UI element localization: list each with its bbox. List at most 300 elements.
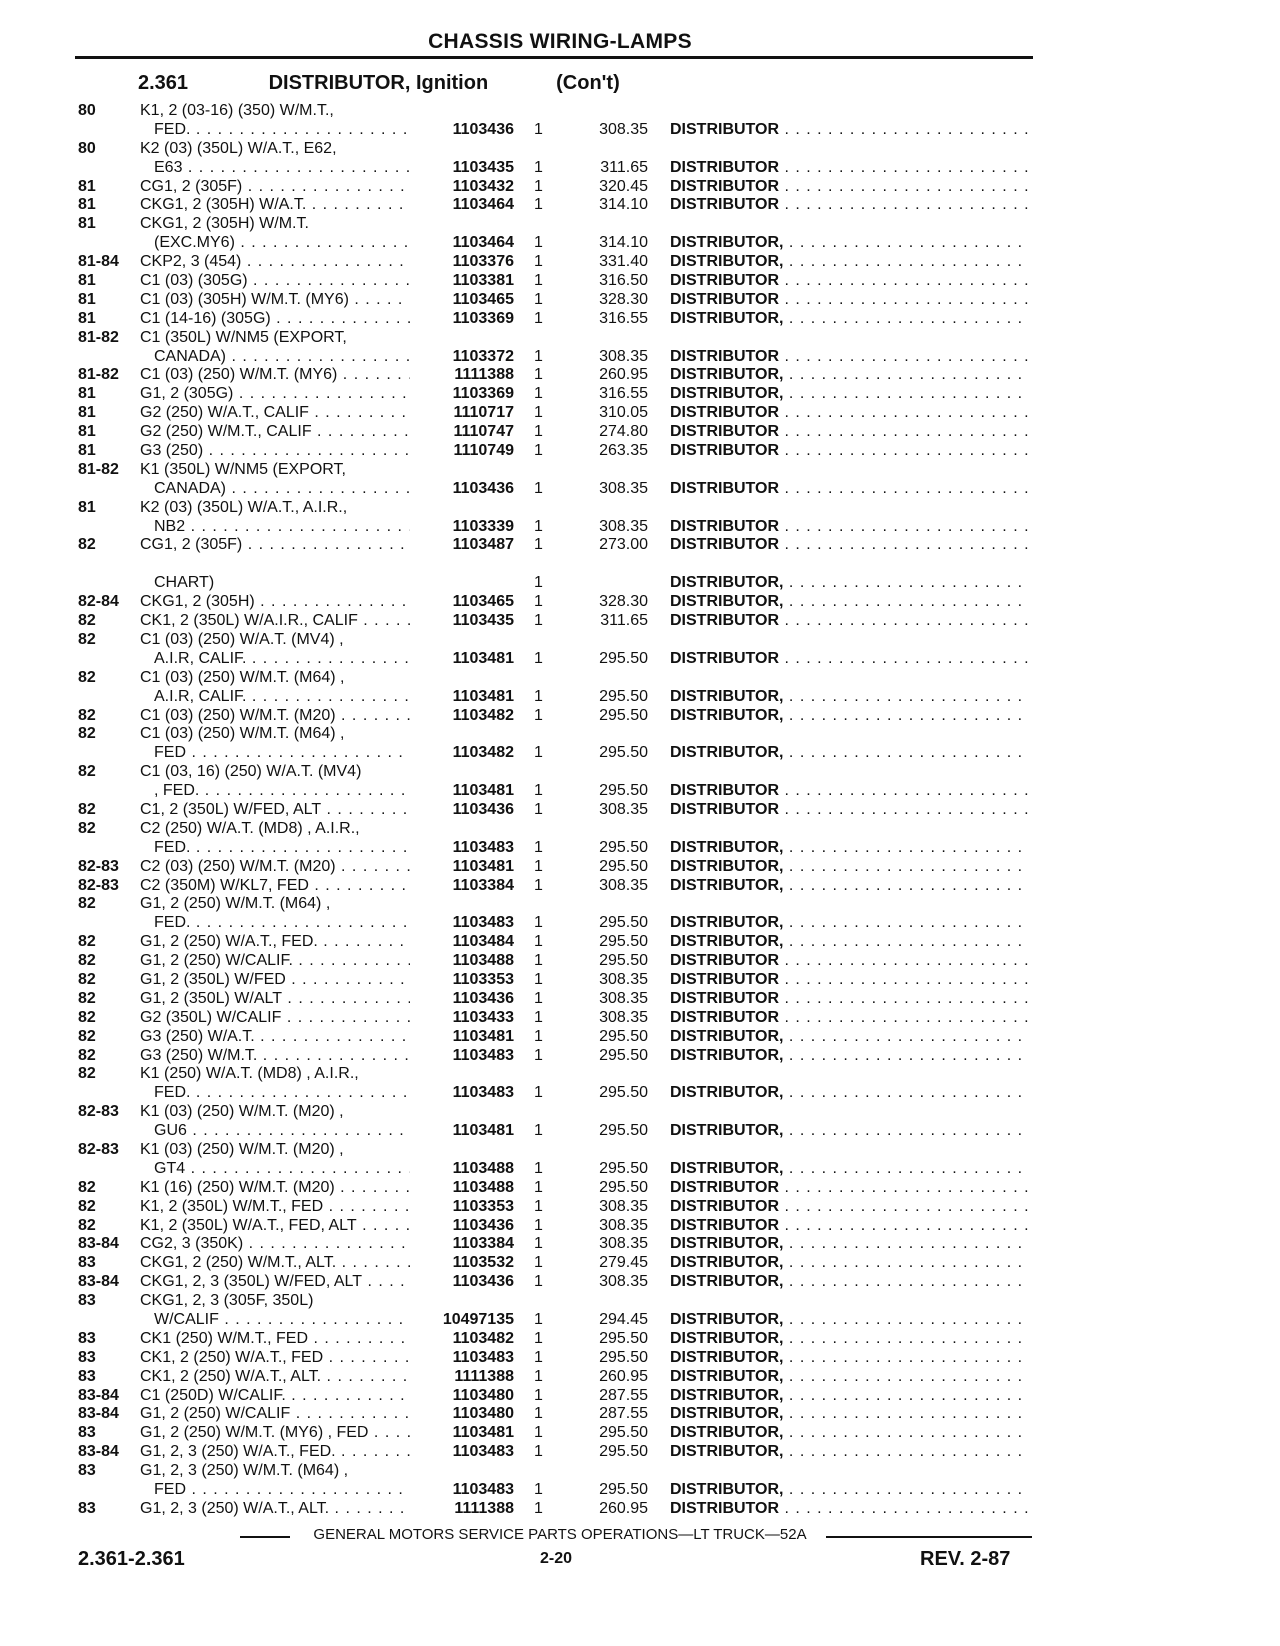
quantity: 1 [534,120,543,138]
quantity: 1 [534,687,543,705]
model-year: 81 [78,385,96,403]
usage-description: FED . . . [154,1481,410,1500]
part-name: DISTRIBUTOR, . . . [670,1084,1028,1103]
model-year: 81 [78,404,96,422]
usage-description: K1 (03) (250) W/M.T. (M20) , [140,1103,344,1121]
quantity: 1 [534,593,543,611]
list-item [0,1368,1280,1387]
price: 294.45 [599,1311,648,1328]
part-name: DISTRIBUTOR . . . [670,196,1028,215]
price: 308.35 [599,970,648,988]
quantity: 1 [534,1405,543,1423]
part-number: 1103433 [452,1008,514,1026]
part-name: DISTRIBUTOR . . . [670,650,1028,669]
list-item [0,461,1280,480]
usage-description: CK1 (250) W/M.T., FED . . . [140,1330,410,1349]
quantity: 1 [534,1499,543,1517]
model-year: 82 [78,989,96,1007]
list-item [0,385,1280,404]
part-number: 1110749 [453,442,514,460]
part-number: 1103483 [452,838,514,856]
section-heading [138,72,620,95]
price: 279.45 [599,1254,648,1272]
model-year: 82 [78,1008,96,1026]
usage-description: G1, 2 (250) W/M.T. (M64) , [140,895,331,913]
part-name: DISTRIBUTOR, . . . [670,914,1028,933]
part-name: DISTRIBUTOR . . . [670,971,1028,990]
list-item [0,348,1280,367]
usage-description: C1 (03) (250) W/A.T. (MV4) , [140,630,344,648]
model-year: 82 [78,800,96,818]
price: 273.00 [599,536,648,554]
usage-description: CANADA) . . . [154,348,410,367]
list-item [0,593,1280,612]
price: 308.35 [599,989,648,1007]
list-item [0,1349,1280,1368]
usage-description: G3 (250) W/A.T. . . . [140,1028,410,1047]
page-title: CHASSIS WIRING-LAMPS [428,30,692,53]
quantity: 1 [534,253,543,271]
part-number: 1103488 [452,1159,514,1177]
usage-description: NB2 . . . [154,518,410,537]
model-year: 82 [78,819,96,837]
usage-description: CKP2, 3 (454) . . . [140,253,410,272]
list-item [0,442,1280,461]
part-number: 1103376 [452,253,514,271]
part-number: 1111388 [454,1367,514,1385]
price: 308.35 [599,1273,648,1291]
usage-description: G1, 2 (250) W/CALIF . . . [140,1405,410,1424]
list-item [0,574,1280,593]
quantity: 1 [534,1159,543,1177]
model-year: 81-82 [78,460,119,478]
part-number: 1103481 [452,687,514,705]
part-number: 1103465 [452,290,514,308]
list-item [0,1254,1280,1273]
part-number: 1103464 [452,234,514,252]
part-name: DISTRIBUTOR, . . . [670,1047,1028,1066]
part-number: 1103483 [452,1481,514,1499]
price: 295.50 [599,914,648,932]
list-item [0,1028,1280,1047]
footer-rule-left [240,1536,290,1538]
model-year: 81-82 [78,366,119,384]
model-year: 82 [78,970,96,988]
model-year: 82-84 [78,593,119,611]
quantity: 1 [534,857,543,875]
quantity: 1 [534,744,543,762]
usage-description: C1 (350L) W/NM5 (EXPORT, [140,328,347,346]
part-number: 1110747 [453,423,514,441]
part-number: 1103369 [452,385,514,403]
list-item [0,1103,1280,1122]
part-number: 1103481 [452,1122,514,1140]
quantity: 1 [534,479,543,497]
usage-description: , FED. . . . [154,782,410,801]
quantity: 1 [534,347,543,365]
quantity: 1 [534,1481,543,1499]
list-item [0,1405,1280,1424]
usage-description: CKG1, 2, 3 (350L) W/FED, ALT . . . [140,1273,410,1292]
price: 308.35 [599,1216,648,1234]
model-year: 83 [78,1462,96,1480]
part-number: 1103435 [452,612,514,630]
usage-description: CANADA) . . . [154,480,410,499]
footer-section-range: 2.361-2.361 [78,1548,185,1570]
quantity: 1 [534,1254,543,1272]
usage-description: K1 (350L) W/NM5 (EXPORT, [140,460,346,478]
part-name: DISTRIBUTOR, . . . [670,1443,1028,1462]
part-name: DISTRIBUTOR, . . . [670,858,1028,877]
list-item [0,329,1280,348]
list-item [0,121,1280,140]
list-item [0,1141,1280,1160]
section-note: (Con't) [556,72,620,94]
price: 263.35 [599,442,648,460]
price: 308.35 [599,1008,648,1026]
quantity: 1 [534,1273,543,1291]
model-year: 82 [78,952,96,970]
price: 311.65 [600,158,648,176]
model-year: 83-84 [78,1235,119,1253]
quantity: 1 [534,574,543,592]
part-number: 1103483 [452,1046,514,1064]
quantity: 1 [534,1046,543,1064]
price: 295.50 [599,1443,648,1461]
part-number: 1103481 [452,1424,514,1442]
price: 295.50 [599,1159,648,1177]
price: 295.50 [599,782,648,800]
part-number: 1103435 [452,158,514,176]
part-name: DISTRIBUTOR, . . . [670,1481,1028,1500]
part-name: DISTRIBUTOR . . . [670,1179,1028,1198]
list-item [0,253,1280,272]
usage-description: FED. . . . [154,914,410,933]
part-name: DISTRIBUTOR, . . . [670,593,1028,612]
list-item [0,1292,1280,1311]
part-name: DISTRIBUTOR, . . . [670,1254,1028,1273]
price: 314.10 [599,234,648,252]
part-name: DISTRIBUTOR, . . . [670,253,1028,272]
usage-description: FED. . . . [154,121,410,140]
list-item [0,1179,1280,1198]
model-year: 82-83 [78,1140,119,1158]
part-name: DISTRIBUTOR . . . [670,291,1028,310]
list-item [0,518,1280,537]
price: 295.50 [599,1178,648,1196]
model-year: 82 [78,1178,96,1196]
list-item [0,1387,1280,1406]
header-rule [75,56,1033,59]
price: 328.30 [599,593,648,611]
list-item [0,291,1280,310]
part-name: DISTRIBUTOR . . . [670,272,1028,291]
part-name: DISTRIBUTOR . . . [670,782,1028,801]
model-year: 83-84 [78,1386,119,1404]
list-item [0,1009,1280,1028]
model-year: 81 [78,196,96,214]
usage-description: G2 (250) W/M.T., CALIF . . . [140,423,410,442]
list-item [0,159,1280,178]
usage-description: C1 (03) (250) W/M.T. (M64) , [140,668,345,686]
usage-description: CG1, 2 (305F) . . . [140,536,410,555]
model-year: 82 [78,668,96,686]
part-number: 10497135 [442,1311,514,1328]
footer-revision: REV. 2-87 [920,1548,1011,1570]
price: 295.50 [599,1481,648,1499]
list-item [0,1122,1280,1141]
part-name: DISTRIBUTOR . . . [670,1500,1028,1519]
list-item [0,744,1280,763]
model-year: 83 [78,1499,96,1517]
model-year: 82-83 [78,857,119,875]
price: 308.35 [599,800,648,818]
part-name: DISTRIBUTOR, . . . [670,933,1028,952]
list-item [0,536,1280,555]
usage-description: K1, 2 (350L) W/A.T., FED, ALT . . . [140,1217,410,1236]
usage-description: C2 (250) W/A.T. (MD8) , A.I.R., [140,819,360,837]
section-title: DISTRIBUTOR, Ignition [268,72,489,94]
part-name: DISTRIBUTOR, . . . [670,707,1028,726]
list-item [0,215,1280,234]
price: 274.80 [599,423,648,441]
usage-description: CKG1, 2 (305H) . . . [140,593,410,612]
usage-description: E63 . . . [154,159,410,178]
part-name: DISTRIBUTOR . . . [670,442,1028,461]
usage-description: G1, 2, 3 (250) W/A.T., ALT. . . . [140,1500,410,1519]
usage-description: G1, 2, 3 (250) W/M.T. (M64) , [140,1462,349,1480]
list-item [0,650,1280,669]
model-year: 81 [78,442,96,460]
price: 260.95 [599,1367,648,1385]
model-year: 83 [78,1424,96,1442]
quantity: 1 [534,1235,543,1253]
part-name: DISTRIBUTOR, . . . [670,877,1028,896]
quantity: 1 [534,782,543,800]
price: 308.35 [599,347,648,365]
model-year: 82 [78,536,96,554]
list-item [0,1065,1280,1084]
list-item [0,1481,1280,1500]
usage-description: CKG1, 2 (250) W/M.T., ALT. . . . [140,1254,410,1273]
quantity: 1 [534,366,543,384]
part-name: DISTRIBUTOR, . . . [670,1235,1028,1254]
model-year: 83-84 [78,1273,119,1291]
list-item [0,895,1280,914]
model-year: 81 [78,423,96,441]
quantity: 1 [534,385,543,403]
price: 308.35 [599,120,648,138]
usage-description: C1 (03) (305G) . . . [140,272,410,291]
part-name: DISTRIBUTOR, . . . [670,1273,1028,1292]
list-item [0,990,1280,1009]
part-number: 1103436 [452,1273,514,1291]
part-number: 1103465 [452,593,514,611]
quantity: 1 [534,1197,543,1215]
part-name: DISTRIBUTOR, . . . [670,1311,1028,1330]
price: 320.45 [599,177,648,195]
list-item [0,1443,1280,1462]
usage-description: CKG1, 2 (305H) W/A.T. . . . [140,196,410,215]
quantity: 1 [534,706,543,724]
usage-description: A.I.R, CALIF. . . . [154,688,410,707]
usage-description: K1 (16) (250) W/M.T. (M20) . . . [140,1179,410,1198]
model-year: 82 [78,1065,96,1083]
model-year: 82 [78,1046,96,1064]
quantity: 1 [534,1178,543,1196]
part-name: DISTRIBUTOR . . . [670,990,1028,1009]
usage-description: C1 (03, 16) (250) W/A.T. (MV4) [140,763,362,781]
part-number: 1111388 [454,1499,514,1517]
quantity: 1 [534,177,543,195]
model-year: 80 [78,102,96,119]
price: 316.55 [599,385,648,403]
quantity: 1 [534,404,543,422]
quantity: 1 [534,234,543,252]
part-name: DISTRIBUTOR, . . . [670,1330,1028,1349]
list-item [0,669,1280,688]
list-item [0,820,1280,839]
list-item [0,725,1280,744]
usage-description: C1 (03) (250) W/M.T. (M20) . . . [140,707,410,726]
list-item [0,612,1280,631]
quantity: 1 [534,952,543,970]
price: 316.55 [599,309,648,327]
list-item [0,707,1280,726]
list-item [0,971,1280,990]
usage-description: G2 (250) W/A.T., CALIF . . . [140,404,410,423]
quantity: 1 [534,1311,543,1328]
part-name: DISTRIBUTOR . . . [670,952,1028,971]
quantity: 1 [534,1348,543,1366]
usage-description: CKG1, 2, 3 (305F, 350L) [140,1292,314,1310]
part-name: DISTRIBUTOR . . . [670,612,1028,631]
price: 295.50 [599,687,648,705]
usage-description: C2 (350M) W/KL7, FED . . . [140,877,410,896]
usage-description: W/CALIF . . . [154,1311,410,1330]
usage-description: C2 (03) (250) W/M.T. (M20) . . . [140,858,410,877]
model-year: 82-83 [78,1103,119,1121]
part-name: DISTRIBUTOR . . . [670,480,1028,499]
price: 295.50 [599,1424,648,1442]
part-name: DISTRIBUTOR, . . . [670,688,1028,707]
list-item [0,272,1280,291]
part-number: 1103481 [452,1027,514,1045]
list-item [0,1273,1280,1292]
price: 287.55 [599,1386,648,1404]
part-name: DISTRIBUTOR, . . . [670,234,1028,253]
part-name: DISTRIBUTOR . . . [670,121,1028,140]
price: 308.35 [599,1197,648,1215]
part-number: 1103436 [452,1216,514,1234]
footer-page-number: 2-20 [540,1550,573,1567]
quantity: 1 [534,876,543,894]
list-item [0,952,1280,971]
part-number: 1103464 [452,196,514,214]
quantity: 1 [534,989,543,1007]
list-item [0,1424,1280,1443]
model-year: 81 [78,309,96,327]
usage-description: C1 (03) (250) W/M.T. (MY6) . . . [140,366,410,385]
part-number: 1103481 [452,649,514,667]
model-year: 82 [78,1027,96,1045]
part-number: 1103436 [452,800,514,818]
list-item [0,1500,1280,1519]
model-year: 82 [78,630,96,648]
list-item [0,310,1280,329]
usage-description: G1, 2 (350L) W/ALT . . . [140,990,410,1009]
usage-description: GT4 . . . [154,1160,410,1179]
quantity: 1 [534,536,543,554]
usage-description: G1, 2 (250) W/M.T. (MY6) , FED . . . [140,1424,410,1443]
quantity: 1 [534,970,543,988]
model-year: 81 [78,215,96,233]
part-name: DISTRIBUTOR, . . . [670,1405,1028,1424]
list-item [0,933,1280,952]
footer-rule-right [826,1536,1032,1538]
usage-description: G2 (350L) W/CALIF . . . [140,1009,410,1028]
list-item [0,423,1280,442]
list-item [0,914,1280,933]
quantity: 1 [534,838,543,856]
list-item [0,140,1280,159]
list-item [0,234,1280,253]
price: 260.95 [599,1499,648,1517]
part-name: DISTRIBUTOR, . . . [670,1122,1028,1141]
quantity: 1 [534,442,543,460]
part-name: DISTRIBUTOR, . . . [670,1424,1028,1443]
part-number: 1103481 [452,857,514,875]
model-year: 82 [78,933,96,951]
model-year: 82-83 [78,876,119,894]
quantity: 1 [534,1216,543,1234]
part-name: DISTRIBUTOR . . . [670,423,1028,442]
model-year: 81 [78,290,96,308]
model-year: 82 [78,895,96,913]
price: 314.10 [599,196,648,214]
parts-list [0,102,1280,1519]
price: 316.50 [599,272,648,290]
part-number: 1103483 [452,1084,514,1102]
part-name: DISTRIBUTOR . . . [670,404,1028,423]
part-number: 1103384 [452,876,514,894]
price: 295.50 [599,706,648,724]
part-number: 1103436 [452,120,514,138]
usage-description: CKG1, 2 (305H) W/M.T. [140,215,309,233]
part-name: DISTRIBUTOR, . . . [670,1387,1028,1406]
usage-description: K2 (03) (350L) W/A.T., E62, [140,139,337,157]
part-number: 1110717 [453,404,514,422]
part-number: 1103339 [452,517,514,535]
list-item [0,480,1280,499]
quantity: 1 [534,1329,543,1347]
part-name: DISTRIBUTOR . . . [670,536,1028,555]
part-number: 1103353 [452,970,514,988]
list-item [0,1462,1280,1481]
usage-description: CG2, 3 (350K) . . . [140,1235,410,1254]
part-number: 1103436 [452,479,514,497]
section-number: 2.361 [138,72,189,94]
list-item [0,877,1280,896]
price: 295.50 [599,952,648,970]
model-year: 82 [78,612,96,630]
part-name: DISTRIBUTOR, . . . [670,1349,1028,1368]
price: 310.05 [599,404,648,422]
list-item [0,1217,1280,1236]
part-number: 1103482 [452,1329,514,1347]
part-number: 1103483 [452,914,514,932]
model-year: 83-84 [78,1405,119,1423]
